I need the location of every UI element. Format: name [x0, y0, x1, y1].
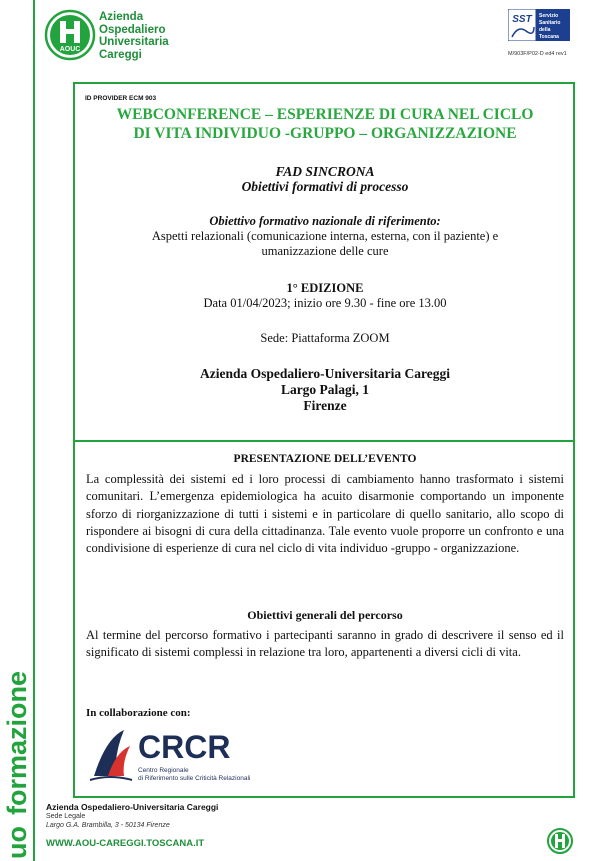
event-title-line: DI VITA INDIVIDUO -GRUPPO – ORGANIZZAZIONE [133, 125, 517, 142]
wave-icon [90, 777, 132, 780]
ssr-text-line: Sanitario [539, 20, 561, 26]
org-name-line: Universitaria [99, 36, 169, 48]
sidebar-rule [33, 0, 35, 861]
partner-subtitle: di Riferimento sulle Criticità Relazionali [138, 775, 251, 782]
host-line: Firenze [303, 398, 347, 413]
brand-text: formazione [2, 670, 32, 815]
sst-logo [508, 9, 570, 41]
partner-subtitle: Centro Regionale [138, 767, 189, 774]
footer-address: Largo G.A. Brambilla, 3 - 50134 Firenze [46, 822, 170, 829]
event-title [76, 105, 574, 143]
ssr-text-line: Servizio [539, 13, 559, 19]
footer-url-link[interactable]: WWW.AOU-CAREGGI.TOSCANA.IT [46, 838, 205, 849]
objective-type: Obiettivi formativi di processo [241, 179, 409, 194]
host-line: Azienda Ospedaliero-Universitaria Careggi [200, 366, 450, 381]
ssr-text-line: della [539, 27, 551, 33]
event-mode: FAD SINCRONA [275, 164, 375, 179]
sidebar [0, 0, 33, 861]
org-name-line: Ospedaliero [99, 23, 166, 36]
crcr-logo [86, 724, 266, 790]
sst-logo-text: SST [512, 14, 532, 25]
provider-id: ID PROVIDER ECM 903 [85, 95, 157, 102]
formazione-brand-graphic [2, 601, 32, 861]
venue: Sede: Piattaforma ZOOM [260, 331, 390, 345]
aou-logo [44, 9, 96, 61]
host-line: Largo Palagi, 1 [280, 382, 370, 397]
footer-aou-icon [547, 828, 573, 854]
collaboration-label: In collaborazione con: [86, 707, 191, 719]
objectives-title: Obiettivi generali del percorso [247, 608, 403, 622]
presentation-title: PRESENTAZIONE DELL’EVENTO [233, 453, 417, 465]
aou-org-name [99, 11, 169, 61]
footer-org: Azienda Ospedaliero-Universitaria Careggi [46, 802, 219, 812]
document-code: M/903F/P02-D ed4 rev1 [508, 51, 567, 57]
brand-prefix: uo [2, 826, 32, 859]
national-objective-label: Obiettivo formativo nazionale di riferimento: [209, 214, 441, 228]
edition-block [76, 281, 574, 311]
footer-sede: Sede Legale [46, 813, 86, 820]
edition: 1° EDIZIONE [286, 281, 364, 295]
national-objective-block [76, 214, 574, 259]
event-mode-block [76, 164, 574, 194]
host-block [76, 366, 574, 414]
aou-logo-text: AOUC [59, 46, 81, 53]
org-name-line: Azienda [99, 11, 144, 23]
national-objective-text: Aspetti relazionali (comunicazione interna, esterna, con il paziente) e [151, 229, 499, 243]
objectives-text: Al termine del percorso formativo i partecipanti saranno in grado di descrivere il senso ed il significato di sistemi complessi in relazione tra loro, appartenenti a diversi cicli di vita. [86, 628, 564, 660]
partner-name: CRCR [138, 729, 231, 765]
date-time: Data 01/04/2023; inizio ore 9.30 - fine ore 13.00 [203, 296, 447, 310]
presentation-text: La complessità dei sistemi ed i loro processi di cambiamento hanno trasformato i sistemi comunitari. L’emergenza epidemiologica ha acuito disarmonie comportando un imponente sforzo di riorganizzazione di tutti i sistemi e in particolare di quello sanitario, allo scopo di rispondere ai bisogni di cura della cittadinanza. Tale evento vuole proporre un confronto e una condivisione di esperienze di cura nel ciclo di vita individuo -gruppo - organizzazione. [86, 472, 564, 556]
formazione-brand [2, 601, 32, 861]
ssr-text-line: Toscana [539, 34, 559, 40]
event-title-line: WEBCONFERENCE – ESPERIENZE DI CURA NEL CICLO [116, 106, 534, 123]
org-name-line: Careggi [99, 48, 142, 61]
national-objective-text: umanizzazione delle cure [261, 244, 389, 258]
